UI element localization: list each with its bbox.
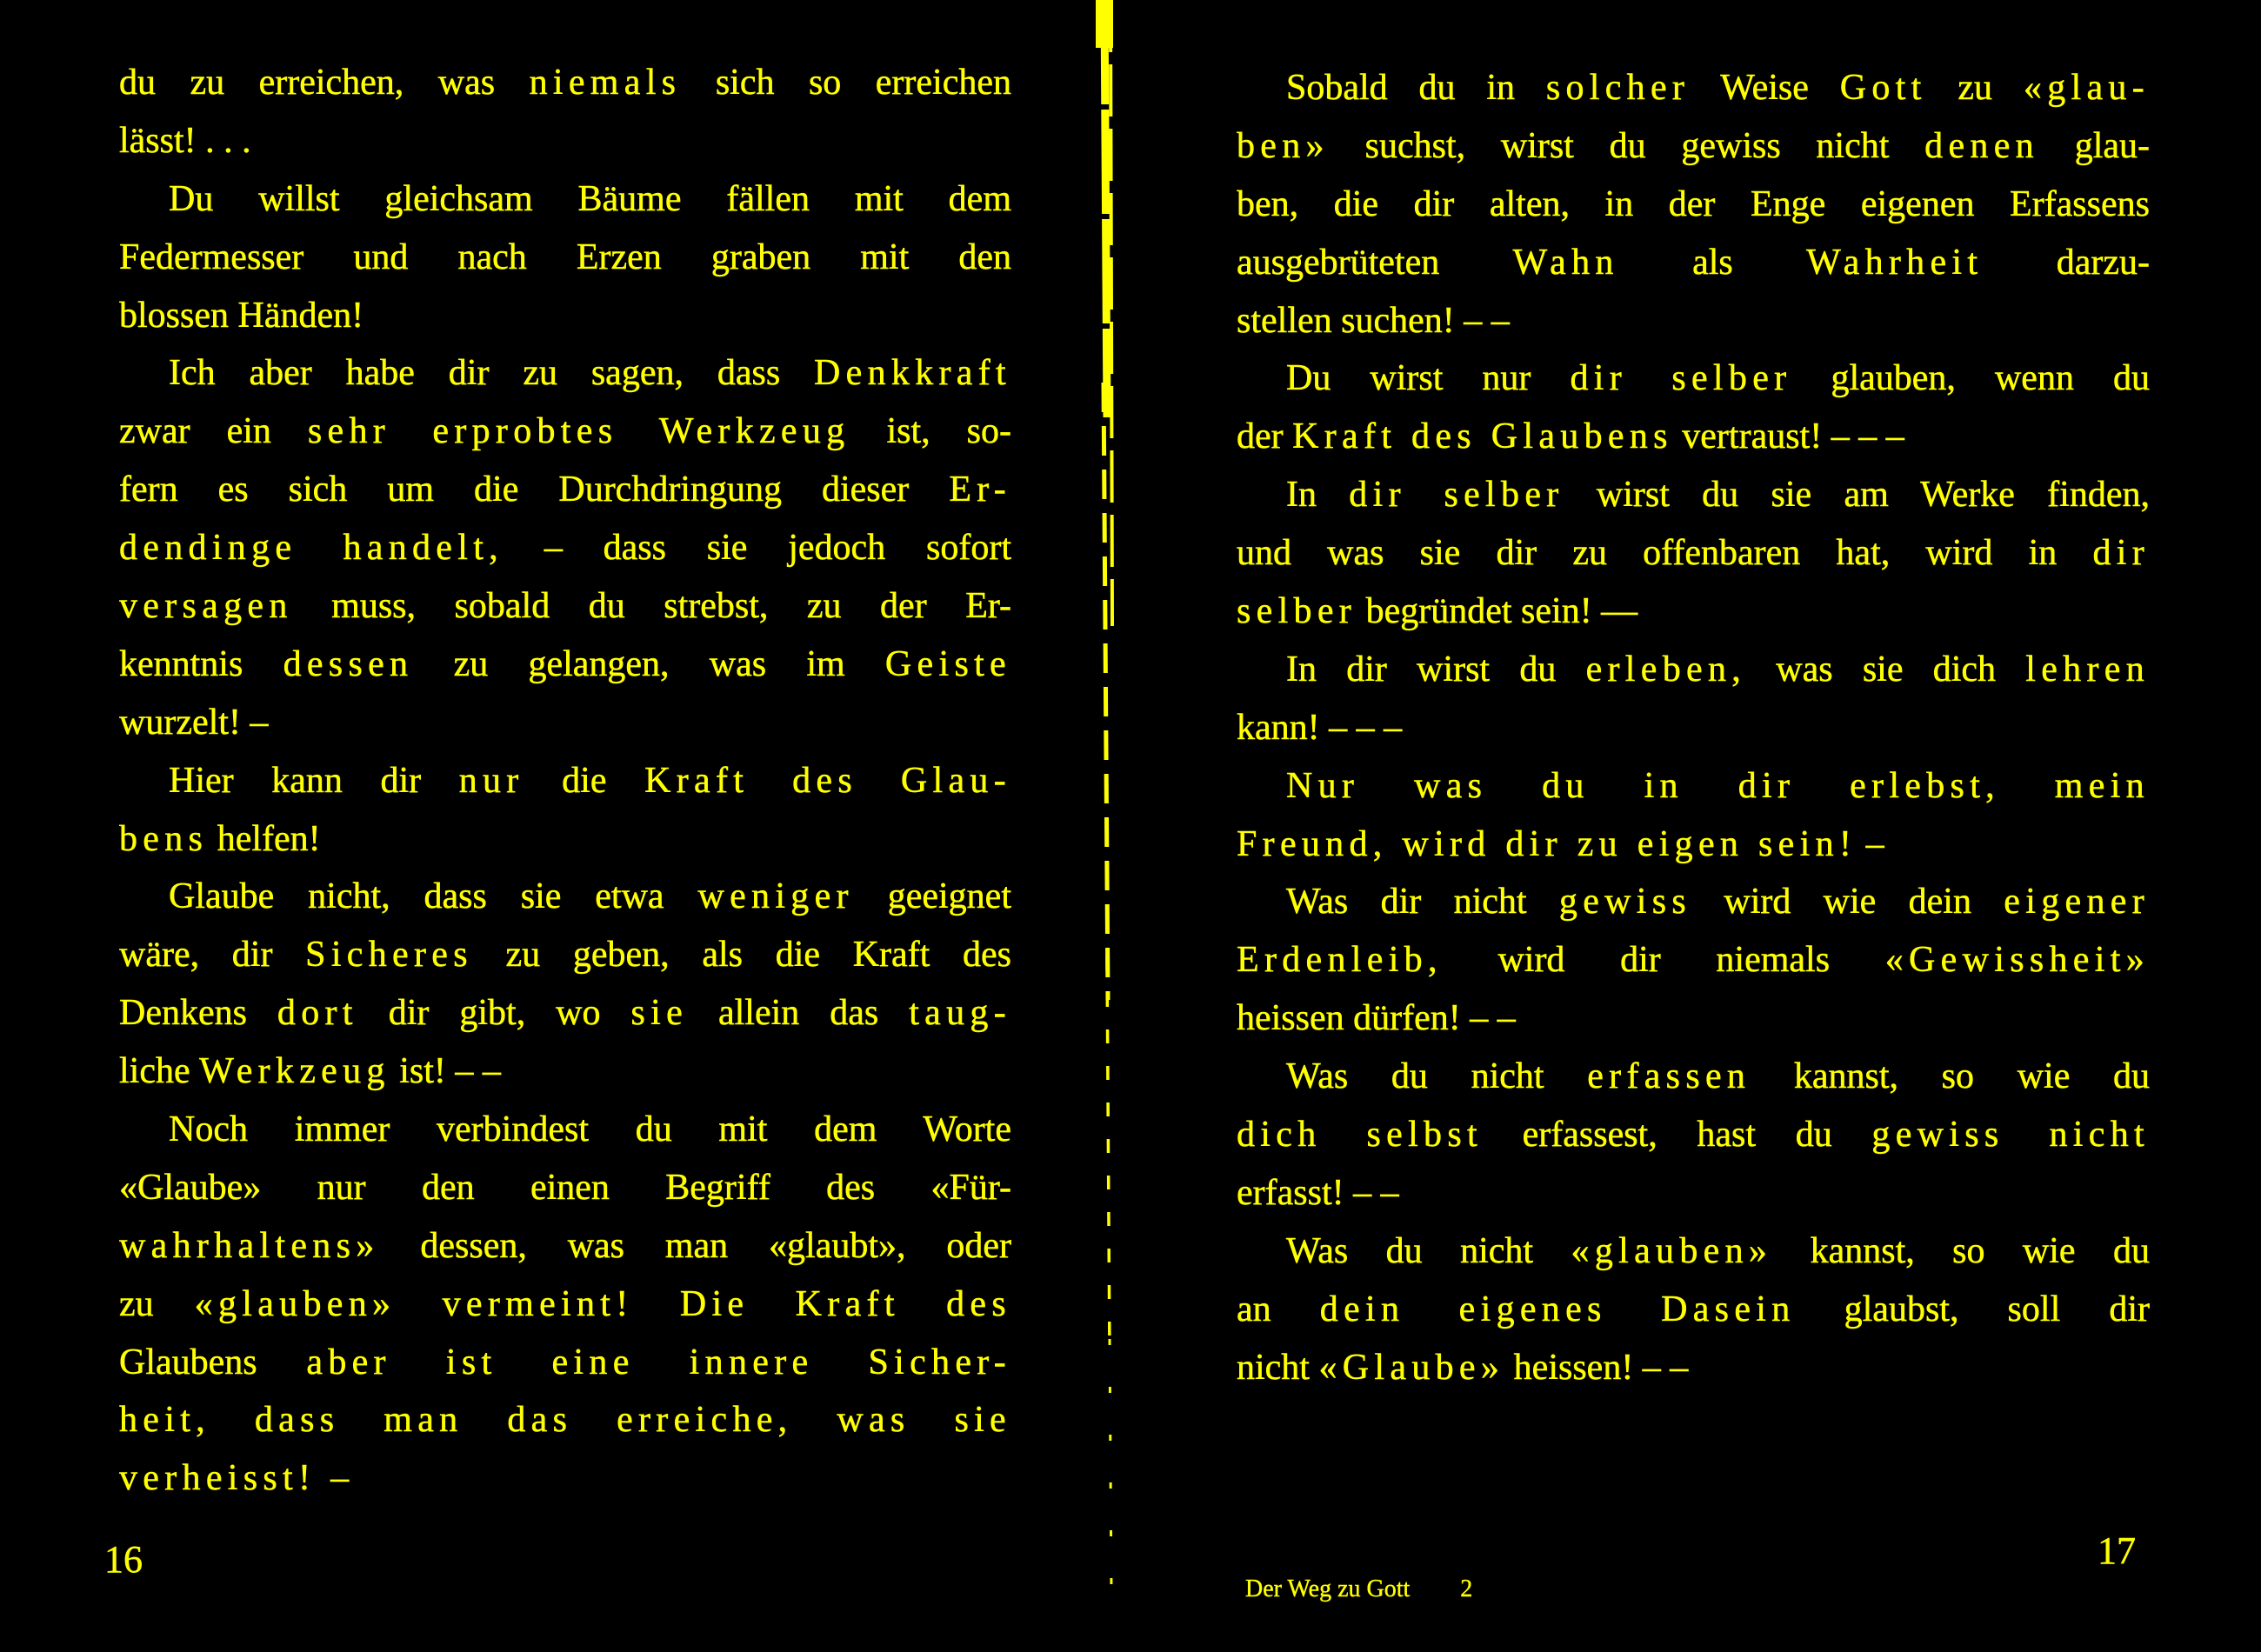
emphasized-text-segment: Nur was du in dir erlebst, mein bbox=[1286, 765, 2150, 806]
emphasized-text-segment: Kraft des Glau- bbox=[644, 760, 1011, 801]
emphasized-text-segment: «Glaube» bbox=[1318, 1347, 1505, 1388]
text-segment: begründet sein! — bbox=[1357, 591, 1638, 632]
running-footer bbox=[1245, 1575, 1472, 1603]
emphasized-text-segment: «glau- bbox=[2023, 68, 2150, 108]
text-segment: – dass sie jedoch sofort bbox=[504, 528, 1011, 569]
text-line bbox=[119, 519, 1011, 577]
text-segment: allein das bbox=[688, 993, 910, 1034]
emphasized-text-segment: solcher bbox=[1545, 68, 1691, 108]
text-segment: darzu- bbox=[1983, 242, 2150, 283]
text-segment: zwar ein bbox=[119, 411, 308, 452]
text-line bbox=[119, 1334, 1011, 1392]
emphasized-text-segment: wahrhaltens» bbox=[119, 1225, 380, 1266]
emphasized-text-segment: Wahn bbox=[1512, 242, 1619, 283]
emphasized-text-segment: ben» bbox=[1237, 125, 1330, 166]
text-line bbox=[119, 752, 1011, 810]
text-line bbox=[119, 1217, 1011, 1276]
right-page-text bbox=[1237, 59, 2150, 1396]
text-segment: zu bbox=[119, 1283, 195, 1324]
text-line bbox=[1237, 1106, 2150, 1164]
text-segment: «Glaube» nur den einen Begriff des «Für- bbox=[119, 1167, 1011, 1208]
text-line bbox=[119, 694, 1011, 752]
text-line bbox=[119, 810, 1011, 869]
text-line bbox=[119, 577, 1011, 636]
text-segment: die bbox=[524, 760, 645, 801]
emphasized-text-segment: dir selber bbox=[1570, 358, 1792, 399]
text-line bbox=[119, 636, 1011, 694]
text-segment: stellen suchen! – – bbox=[1237, 300, 1510, 341]
text-segment: Glaube nicht, dass sie etwa bbox=[169, 876, 698, 917]
text-segment: kenntnis bbox=[119, 643, 283, 684]
text-line bbox=[1237, 292, 2150, 350]
emphasized-text-segment: eigener bbox=[2004, 882, 2150, 923]
text-segment: erfassest, hast du bbox=[1482, 1115, 1872, 1156]
text-line bbox=[119, 1276, 1011, 1334]
emphasized-text-segment: dort bbox=[277, 993, 358, 1034]
text-line bbox=[119, 1042, 1011, 1101]
text-line bbox=[119, 1101, 1011, 1159]
emphasized-text-segment: dir bbox=[2092, 533, 2150, 574]
text-segment: an bbox=[1237, 1289, 1320, 1329]
text-line bbox=[119, 229, 1011, 287]
text-segment: dir gibt, wo bbox=[357, 993, 631, 1034]
text-segment: ist, so- bbox=[850, 411, 1011, 452]
text-segment: Denkens bbox=[119, 993, 277, 1034]
emphasized-text-segment: nur bbox=[458, 760, 524, 801]
text-segment: vertraust! – – – bbox=[1672, 416, 1904, 457]
text-segment: Federmesser und nach Erzen graben mit den bbox=[119, 236, 1011, 277]
text-segment: nicht bbox=[1237, 1347, 1319, 1388]
text-segment: In bbox=[1286, 475, 1350, 516]
text-segment: wird dir niemals bbox=[1442, 940, 1885, 981]
text-segment: lässt! . . . bbox=[119, 120, 251, 161]
text-line bbox=[119, 344, 1011, 403]
text-line bbox=[1237, 350, 2150, 408]
text-line bbox=[119, 112, 1011, 170]
emphasized-text-segment: lehren bbox=[2025, 649, 2150, 689]
text-line bbox=[1237, 1048, 2150, 1106]
text-segment: fern es sich um die Durchdringung dieser bbox=[119, 470, 950, 510]
text-segment: glau- bbox=[2038, 125, 2150, 166]
text-segment: Was dir nicht bbox=[1286, 882, 1559, 923]
text-line bbox=[1237, 873, 2150, 931]
text-segment: In dir wirst du bbox=[1286, 649, 1586, 689]
text-segment: Weise bbox=[1690, 68, 1840, 108]
emphasized-text-segment: Wahrheit bbox=[1806, 242, 1984, 283]
text-line bbox=[119, 1159, 1011, 1217]
emphasized-text-segment: erfassen bbox=[1587, 1056, 1751, 1097]
text-segment: der bbox=[1237, 416, 1293, 457]
text-segment: Noch immer verbindest du mit dem Worte bbox=[169, 1109, 1011, 1150]
text-line bbox=[1237, 1222, 2150, 1281]
text-line bbox=[1237, 117, 2150, 176]
text-line bbox=[119, 170, 1011, 229]
emphasized-text-segment: Die bbox=[633, 1283, 796, 1324]
text-segment: kann! – – – bbox=[1237, 707, 1403, 748]
emphasized-text-segment: denen bbox=[1924, 125, 2039, 166]
text-segment: dessen, was man «glaubt», oder bbox=[379, 1225, 1011, 1266]
emphasized-text-segment: aber ist eine innere Sicher- bbox=[306, 1342, 1011, 1382]
text-segment: muss, sobald du strebst, zu der Er- bbox=[292, 586, 1011, 627]
text-segment: Sobald du in bbox=[1286, 68, 1546, 108]
text-segment: suchst, wirst du gewiss nicht bbox=[1329, 125, 1925, 166]
text-line bbox=[1237, 641, 2150, 699]
text-segment: kannst, so wie du bbox=[1751, 1056, 2150, 1097]
emphasized-text-segment: «glauben» vermeint! bbox=[194, 1283, 634, 1324]
text-line bbox=[1237, 524, 2150, 583]
text-line bbox=[119, 1449, 1011, 1508]
text-line bbox=[119, 403, 1011, 461]
text-segment: Du willst gleichsam Bäume fällen mit dem bbox=[169, 178, 1011, 219]
emphasized-text-segment: dein eigenes Dasein bbox=[1319, 1289, 1796, 1329]
text-segment: Glaubens bbox=[119, 1342, 307, 1382]
text-segment: wurzelt! – bbox=[119, 702, 269, 743]
left-page-text bbox=[119, 54, 1011, 1508]
text-line bbox=[1237, 1339, 2150, 1397]
text-segment: ist! – – bbox=[390, 1051, 501, 1092]
text-segment: ausgebrüteten bbox=[1237, 242, 1513, 283]
emphasized-text-segment: heit, dass man das erreiche, was sie bbox=[119, 1400, 1011, 1441]
text-line bbox=[1237, 408, 2150, 466]
emphasized-text-segment: Geiste bbox=[884, 643, 1011, 684]
text-segment: du zu erreichen, was bbox=[119, 63, 530, 103]
left-page-number: 16 bbox=[104, 1538, 143, 1581]
signature-number: 2 bbox=[1460, 1575, 1473, 1602]
emphasized-text-segment: gewiss nicht bbox=[1871, 1115, 2150, 1156]
running-title: Der Weg zu Gott bbox=[1245, 1575, 1411, 1602]
text-line bbox=[1237, 931, 2150, 989]
text-segment: glaubst, soll dir bbox=[1795, 1289, 2150, 1329]
text-segment: Was du nicht bbox=[1286, 1056, 1588, 1097]
text-segment: heissen dürfen! – – bbox=[1237, 998, 1516, 1039]
gutter-binding-artifact bbox=[1089, 0, 1130, 1652]
emphasized-text-segment: bens bbox=[119, 818, 209, 859]
text-segment: liche bbox=[119, 1051, 200, 1092]
text-segment: – bbox=[1857, 823, 1884, 864]
emphasized-text-segment: versagen bbox=[119, 586, 293, 627]
text-segment: wirst du sie am Werke finden, bbox=[1564, 475, 2150, 516]
text-line bbox=[1237, 234, 2150, 292]
text-line bbox=[1237, 1164, 2150, 1222]
emphasized-text-segment: dessen bbox=[283, 643, 414, 684]
text-line bbox=[1237, 1281, 2150, 1339]
text-segment: geeignet bbox=[853, 876, 1011, 917]
emphasized-text-segment: dich selbst bbox=[1237, 1115, 1483, 1156]
emphasized-text-segment: Er- bbox=[949, 470, 1011, 510]
right-page-number: 17 bbox=[2098, 1529, 2136, 1572]
text-line bbox=[119, 54, 1011, 112]
text-line bbox=[1237, 176, 2150, 234]
text-segment: sich so erreichen bbox=[681, 63, 1011, 103]
text-segment: zu gelangen, was im bbox=[413, 643, 885, 684]
text-segment: wird wie dein bbox=[1691, 882, 2004, 923]
text-line bbox=[119, 868, 1011, 926]
emphasized-text-segment: Werkzeug bbox=[199, 1051, 390, 1092]
text-segment: kannst, so wie du bbox=[1772, 1230, 2150, 1271]
emphasized-text-segment: Erdenleib, bbox=[1237, 940, 1443, 981]
text-segment: Ich aber habe dir zu sagen, dass bbox=[169, 353, 815, 394]
text-segment: und was sie dir zu offenbaren hat, wird in bbox=[1237, 533, 2093, 574]
emphasized-text-segment: dendinge handelt, bbox=[119, 528, 504, 569]
text-line bbox=[1237, 583, 2150, 641]
emphasized-text-segment: erleben, bbox=[1585, 649, 1747, 689]
text-line bbox=[1237, 59, 2150, 117]
emphasized-text-segment: Freund, wird dir zu eigen sein! bbox=[1237, 823, 1857, 864]
text-segment: zu bbox=[1926, 68, 2024, 108]
text-segment: heissen! – – bbox=[1504, 1347, 1689, 1388]
text-segment: helfen! bbox=[208, 818, 321, 859]
text-line bbox=[1237, 699, 2150, 757]
text-segment: ben, die dir alten, in der Enge eigenen Erfassens bbox=[1237, 183, 2150, 224]
text-line bbox=[119, 926, 1011, 984]
text-segment: wäre, dir bbox=[119, 935, 306, 976]
text-line bbox=[119, 984, 1011, 1042]
text-line bbox=[119, 287, 1011, 345]
emphasized-text-segment: sehr erprobtes Werkzeug bbox=[307, 411, 850, 452]
emphasized-text-segment: dir selber bbox=[1349, 475, 1564, 516]
text-segment: erfasst! – – bbox=[1237, 1172, 1399, 1213]
text-segment: was sie dich bbox=[1746, 649, 2026, 689]
emphasized-text-segment: selber bbox=[1237, 591, 1357, 632]
emphasized-text-segment: verheisst! – bbox=[119, 1458, 355, 1499]
text-segment: Hier kann dir bbox=[169, 760, 459, 801]
text-line bbox=[1237, 989, 2150, 1048]
text-line bbox=[119, 461, 1011, 519]
emphasized-text-segment: niemals bbox=[529, 63, 682, 103]
text-segment: zu geben, als die Kraft des bbox=[472, 935, 1011, 976]
emphasized-text-segment: Kraft des bbox=[795, 1283, 1011, 1324]
text-segment: Was du nicht bbox=[1286, 1230, 1571, 1271]
emphasized-text-segment: Denkkraft bbox=[814, 353, 1011, 394]
emphasized-text-segment: sie bbox=[630, 993, 689, 1034]
emphasized-text-segment: Sicheres bbox=[305, 935, 473, 976]
emphasized-text-segment: «glauben» bbox=[1571, 1230, 1773, 1271]
text-line bbox=[1237, 466, 2150, 524]
text-segment: glauben, wenn du bbox=[1791, 358, 2150, 399]
emphasized-text-segment: «Gewissheit» bbox=[1884, 940, 2150, 981]
emphasized-text-segment: taug- bbox=[909, 993, 1011, 1034]
text-segment: als bbox=[1618, 242, 1807, 283]
text-line bbox=[119, 1391, 1011, 1449]
emphasized-text-segment: weniger bbox=[697, 876, 854, 917]
text-segment: Du wirst nur bbox=[1286, 358, 1571, 399]
emphasized-text-segment: gewiss bbox=[1558, 882, 1692, 923]
text-segment: blossen Händen! bbox=[119, 295, 364, 336]
text-line bbox=[1237, 816, 2150, 874]
emphasized-text-segment: Gott bbox=[1839, 68, 1927, 108]
emphasized-text-segment: Kraft des Glaubens bbox=[1292, 416, 1673, 457]
text-line bbox=[1237, 757, 2150, 816]
